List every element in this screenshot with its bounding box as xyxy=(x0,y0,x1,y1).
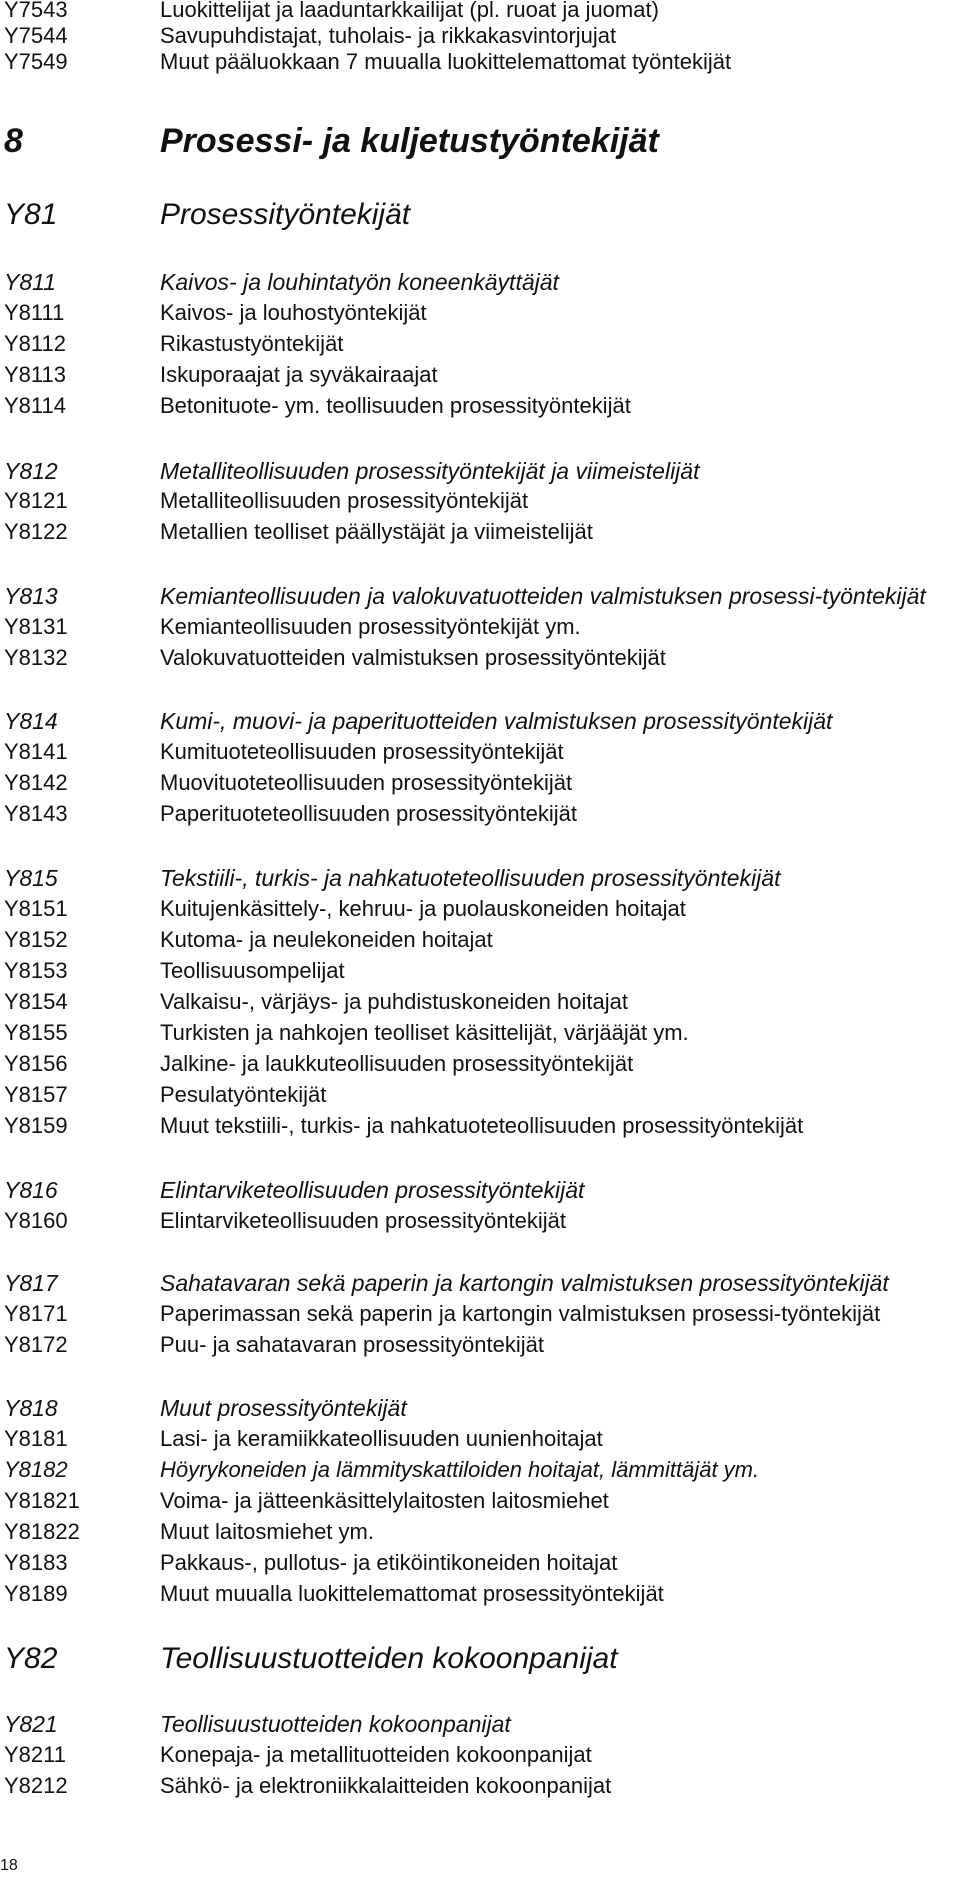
item-code: Y8112 xyxy=(4,331,66,356)
group-heading xyxy=(0,196,960,234)
list-item xyxy=(0,894,960,924)
list-item xyxy=(0,1517,960,1547)
item-code: Y8212 xyxy=(4,1773,68,1798)
item-code: Y7549 xyxy=(4,49,68,74)
item-code: Y8183 xyxy=(4,1550,68,1575)
item-code: Y81822 xyxy=(4,1519,80,1544)
list-item xyxy=(0,1330,960,1360)
list-item xyxy=(0,1111,960,1141)
item-code: Y8171 xyxy=(4,1301,68,1326)
list-item xyxy=(0,1455,960,1485)
item-code: Y8160 xyxy=(4,1208,68,1233)
subgroup-code: Y818 xyxy=(4,1395,58,1421)
subgroup-title: Kemianteollisuuden ja valokuvatuotteiden valmistuksen prosessi-työntekijät xyxy=(160,583,926,609)
item-code: Y8181 xyxy=(4,1426,68,1451)
list-item xyxy=(0,1486,960,1516)
item-code: Y8153 xyxy=(4,958,68,983)
item-text: Rikastustyöntekijät xyxy=(160,331,344,356)
item-code: Y8141 xyxy=(4,739,68,764)
subgroup-code: Y811 xyxy=(4,269,57,295)
subgroup-heading xyxy=(0,1175,960,1205)
item-text: Pesulatyöntekijät xyxy=(160,1082,327,1107)
subgroup-heading xyxy=(0,267,960,297)
item-code: Y8189 xyxy=(4,1581,68,1606)
main-category-heading xyxy=(0,120,960,162)
list-item xyxy=(0,360,960,390)
list-item xyxy=(0,643,960,673)
list-item xyxy=(0,1049,960,1079)
subgroup-title: Kumi-, muovi- ja paperituotteiden valmistuksen prosessityöntekijät xyxy=(160,708,833,734)
group-title: Prosessityöntekijät xyxy=(160,198,411,231)
subgroup-heading xyxy=(0,1393,960,1423)
item-text: Lasi- ja keramiikkateollisuuden uunienhoitajat xyxy=(160,1426,603,1451)
subgroup-title: Kaivos- ja louhintatyön koneenkäyttäjät xyxy=(160,269,559,295)
item-text: Muut pääluokkaan 7 muualla luokittelemattomat työntekijät xyxy=(160,49,732,74)
subgroup-code: Y821 xyxy=(4,1711,58,1737)
item-text: Muut laitosmiehet ym. xyxy=(160,1519,374,1544)
list-item xyxy=(0,1740,960,1770)
item-text: Turkisten ja nahkojen teolliset käsittelijät, värjääjät ym. xyxy=(160,1020,689,1045)
list-item xyxy=(0,1299,960,1329)
item-text: Elintarviketeollisuuden prosessityöntekijät xyxy=(160,1208,566,1233)
item-text: Kumituoteteollisuuden prosessityöntekijät xyxy=(160,739,564,764)
subgroup-title: Tekstiili-, turkis- ja nahkatuoteteollisuuden prosessityöntekijät xyxy=(160,865,781,891)
group-title: Teollisuustuotteiden kokoonpanijat xyxy=(160,1642,618,1675)
subgroup-heading xyxy=(0,1268,960,1298)
item-code: Y8111 xyxy=(4,300,65,325)
subgroup-heading xyxy=(0,456,960,486)
subgroup-title: Teollisuustuotteiden kokoonpanijat xyxy=(160,1711,511,1737)
list-item xyxy=(0,1018,960,1048)
list-item xyxy=(0,987,960,1017)
item-code: Y8122 xyxy=(4,519,68,544)
item-text: Muut muualla luokittelemattomat prosessityöntekijät xyxy=(160,1581,664,1606)
item-text: Kaivos- ja louhostyöntekijät xyxy=(160,300,427,325)
item-text: Betonituote- ym. teollisuuden prosessityöntekijät xyxy=(160,393,631,418)
list-item xyxy=(0,799,960,829)
item-text: Savupuhdistajat, tuholais- ja rikkakasvintorjujat xyxy=(160,23,617,48)
item-text: Paperimassan sekä paperin ja kartongin valmistuksen prosessi-työntekijät xyxy=(160,1301,881,1326)
item-code: Y8156 xyxy=(4,1051,68,1076)
subgroup-code: Y815 xyxy=(4,865,58,891)
list-item xyxy=(0,47,960,77)
list-item xyxy=(0,391,960,421)
item-text: Puu- ja sahatavaran prosessityöntekijät xyxy=(160,1332,544,1357)
item-code: Y8131 xyxy=(4,614,68,639)
subgroup-heading xyxy=(0,706,960,736)
item-code: Y8152 xyxy=(4,927,68,952)
list-item xyxy=(0,517,960,547)
list-item xyxy=(0,1424,960,1454)
list-item xyxy=(0,925,960,955)
list-item xyxy=(0,956,960,986)
item-code: Y8142 xyxy=(4,770,68,795)
item-code: Y8157 xyxy=(4,1082,68,1107)
list-item xyxy=(0,768,960,798)
item-text: Luokittelijat ja laaduntarkkailijat (pl. ruoat ja juomat) xyxy=(160,0,659,22)
main-category-title: Prosessi- ja kuljetustyöntekijät xyxy=(160,122,659,160)
list-item xyxy=(0,737,960,767)
item-text: Kuitujenkäsittely-, kehruu- ja puolauskoneiden hoitajat xyxy=(160,896,686,921)
list-item xyxy=(0,1771,960,1801)
item-code: Y8113 xyxy=(4,362,66,387)
item-code: Y8154 xyxy=(4,989,68,1014)
page-number: 18 xyxy=(0,1857,18,1874)
item-text: Pakkaus-, pullotus- ja etiköintikoneiden hoitajat xyxy=(160,1550,618,1575)
group-code: Y82 xyxy=(4,1642,58,1675)
item-text: Sähkö- ja elektroniikkalaitteiden kokoonpanijat xyxy=(160,1773,612,1798)
list-item xyxy=(0,1548,960,1578)
subgroup-code: Y813 xyxy=(4,583,58,609)
item-code: Y8172 xyxy=(4,1332,68,1357)
item-text: Valokuvatuotteiden valmistuksen prosessityöntekijät xyxy=(160,645,666,670)
item-code: Y8182 xyxy=(4,1457,68,1482)
list-item xyxy=(0,329,960,359)
item-text: Teollisuusompelijat xyxy=(160,958,345,983)
item-text: Muovituoteteollisuuden prosessityöntekijät xyxy=(160,770,573,795)
item-text: Muut tekstiili-, turkis- ja nahkatuoteteollisuuden prosessityöntekijät xyxy=(160,1113,804,1138)
subgroup-heading xyxy=(0,581,960,611)
item-text: Kutoma- ja neulekoneiden hoitajat xyxy=(160,927,493,952)
item-code: Y8155 xyxy=(4,1020,68,1045)
subgroup-code: Y812 xyxy=(4,458,58,484)
list-item xyxy=(0,486,960,516)
group-code: Y81 xyxy=(4,198,58,231)
item-code: Y7544 xyxy=(4,23,68,48)
list-item xyxy=(0,1579,960,1609)
list-item xyxy=(0,612,960,642)
item-code: Y8211 xyxy=(4,1742,66,1767)
subgroup-heading xyxy=(0,1709,960,1739)
list-item xyxy=(0,1080,960,1110)
item-code: Y8121 xyxy=(4,488,68,513)
item-code: Y7543 xyxy=(4,0,68,22)
subgroup-code: Y817 xyxy=(4,1270,58,1296)
group-heading xyxy=(0,1640,960,1678)
item-text: Metalliteollisuuden prosessityöntekijät xyxy=(160,488,529,513)
item-text: Jalkine- ja laukkuteollisuuden prosessityöntekijät xyxy=(160,1051,634,1076)
subgroup-code: Y816 xyxy=(4,1177,58,1203)
subgroup-title: Elintarviketeollisuuden prosessityöntekijät xyxy=(160,1177,585,1203)
main-category-code: 8 xyxy=(4,122,23,160)
item-code: Y8114 xyxy=(4,393,66,418)
item-text: Paperituoteteollisuuden prosessityöntekijät xyxy=(160,801,578,826)
item-text: Iskuporaajat ja syväkairaajat xyxy=(160,362,438,387)
item-text: Konepaja- ja metallituotteiden kokoonpanijat xyxy=(160,1742,592,1767)
list-item xyxy=(0,1206,960,1236)
item-text: Voima- ja jätteenkäsittelylaitosten laitosmiehet xyxy=(160,1488,609,1513)
subgroup-title: Muut prosessityöntekijät xyxy=(160,1395,407,1421)
subgroup-code: Y814 xyxy=(4,708,58,734)
item-code: Y81821 xyxy=(4,1488,80,1513)
item-text: Kemianteollisuuden prosessityöntekijät ym. xyxy=(160,614,581,639)
item-text: Valkaisu-, värjäys- ja puhdistuskoneiden hoitajat xyxy=(160,989,628,1014)
item-code: Y8143 xyxy=(4,801,68,826)
item-code: Y8159 xyxy=(4,1113,68,1138)
list-item xyxy=(0,298,960,328)
item-text: Metallien teolliset päällystäjät ja viimeistelijät xyxy=(160,519,593,544)
item-code: Y8151 xyxy=(4,896,68,921)
item-text: Höyrykoneiden ja lämmityskattiloiden hoitajat, lämmittäjät ym. xyxy=(160,1457,760,1482)
subgroup-title: Sahatavaran sekä paperin ja kartongin valmistuksen prosessityöntekijät xyxy=(160,1270,889,1296)
subgroup-title: Metalliteollisuuden prosessityöntekijät ja viimeistelijät xyxy=(160,458,700,484)
subgroup-heading xyxy=(0,863,960,893)
item-code: Y8132 xyxy=(4,645,68,670)
